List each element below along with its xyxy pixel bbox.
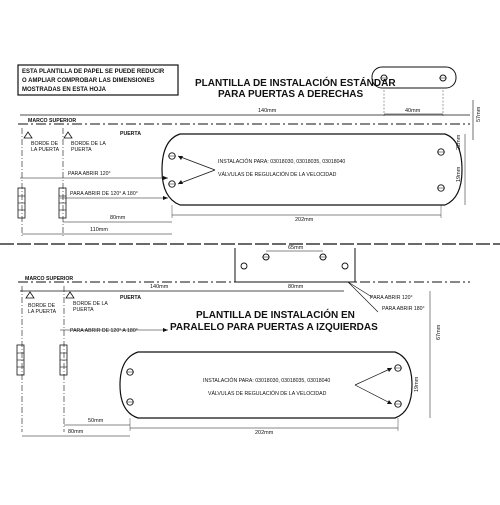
borde-b-label-b1: BORDE DE LA: [73, 301, 108, 307]
borde-b-label-a2: LA PUERTA: [28, 309, 57, 315]
parallel-title-line2: PARALELO PARA PUERTAS A IZQUIERDAS: [170, 322, 378, 333]
dim-140b-label: 140mm: [150, 284, 169, 290]
dim-65-label: 65mm: [288, 245, 304, 251]
dim-140-label: 140mm: [258, 108, 277, 114]
dim-80-top: [63, 215, 172, 222]
dim-65: [266, 245, 323, 251]
parallel-bracket: [235, 248, 355, 282]
opening-guides-right: [348, 282, 425, 312]
open-120-180-label: PARA ABRIR DE 120° A 180°: [70, 191, 138, 197]
install-models-b-label: INSTALACIÓN PARA: 03018030, 03018035, 03018040: [203, 378, 331, 384]
dim-80-bottom: [22, 429, 130, 436]
dim-57-label: 57mm: [476, 106, 482, 122]
valves-label: VÁLVULAS DE REGULACIÓN DE LA VELOCIDAD: [218, 172, 337, 178]
open-120-b-label: PARA ABRIR 120°: [370, 295, 413, 301]
parallel-template: [17, 245, 470, 436]
dim-67-label: 67mm: [436, 324, 442, 340]
dim-19-label: 19mm: [456, 166, 462, 182]
install-models-label: INSTALACIÓN PARA: 03018030, 03018035, 03018040: [218, 159, 346, 165]
dim-110-label: 110mm: [90, 227, 108, 233]
borde-label-a2: LA PUERTA: [31, 147, 60, 153]
borde-label-b2: PUERTA: [71, 147, 92, 153]
scale-note-box: [18, 65, 178, 95]
dim-202-top: [172, 205, 441, 223]
borde-label-b1: BORDE DE LA: [71, 141, 106, 147]
valves-b-label: VÁLVULAS DE REGULACIÓN DE LA VELOCIDAD: [208, 391, 327, 397]
puerta-label: PUERTA: [120, 131, 141, 137]
dim-50-bottom: [64, 418, 130, 425]
standard-title-line1: PLANTILLA DE INSTALACIÓN ESTÁNDAR: [195, 78, 396, 89]
dim-50-label: 50mm: [88, 418, 104, 424]
dim-19b-label: 19mm: [414, 376, 420, 392]
borde-b-label-a1: BORDE DE: [28, 303, 56, 309]
dim-110-top: [22, 227, 172, 234]
opening-guides-b: [60, 328, 168, 334]
dim-140-bottom: [20, 284, 344, 291]
dim-40: [384, 90, 443, 116]
dim-22-label: 22mm: [456, 134, 462, 150]
closer-body-plate: [162, 134, 462, 205]
marco-superior-label: MARCO SUPERIOR: [28, 118, 77, 124]
open-120-180-b-label: PARA ABRIR DE 120° A 180°: [70, 328, 138, 334]
dim-57: [473, 100, 482, 140]
parallel-title-line1: PLANTILLA DE INSTALACIÓN EN: [196, 310, 355, 321]
marco-superior-b-label: MARCO SUPERIOR: [25, 276, 74, 282]
dim-80-label: 80mm: [110, 215, 126, 221]
scale-note-line1: ESTA PLANTILLA DE PAPEL SE PUEDE REDUCIR: [22, 69, 165, 75]
dim-202b-label: 202mm: [255, 430, 274, 436]
scale-note-line2: O AMPLIAR COMPROBAR LAS DIMENSIONES: [22, 78, 155, 84]
puerta-b-label: PUERTA: [120, 295, 141, 301]
door-edge-markers-b: [22, 286, 108, 432]
dim-80c-label: 80mm: [68, 429, 84, 435]
dim-202-label: 202mm: [295, 217, 314, 223]
borde-b-label-b2: PUERTA: [73, 307, 94, 313]
standard-title-line2: PARA PUERTAS A DERECHAS: [218, 89, 364, 100]
borde-label-a1: BORDE DE: [31, 141, 59, 147]
opening-guides: [20, 171, 168, 200]
dim-80b-label: 80mm: [288, 284, 304, 290]
closer-body-plate-b: [120, 352, 412, 418]
open-120-label: PARA ABRIR 120°: [68, 171, 111, 177]
dim-202-bottom: [130, 418, 398, 436]
door-edge-markers: [22, 128, 106, 238]
open-180-b-label: PARA ABRIR 180°: [382, 306, 425, 312]
scale-note-line3: MOSTRADAS EN ESTA HOJA: [22, 87, 107, 93]
dim-40-label: 40mm: [405, 108, 421, 114]
hinge-symbols-b: [17, 345, 67, 375]
hinge-symbols: [18, 188, 66, 218]
